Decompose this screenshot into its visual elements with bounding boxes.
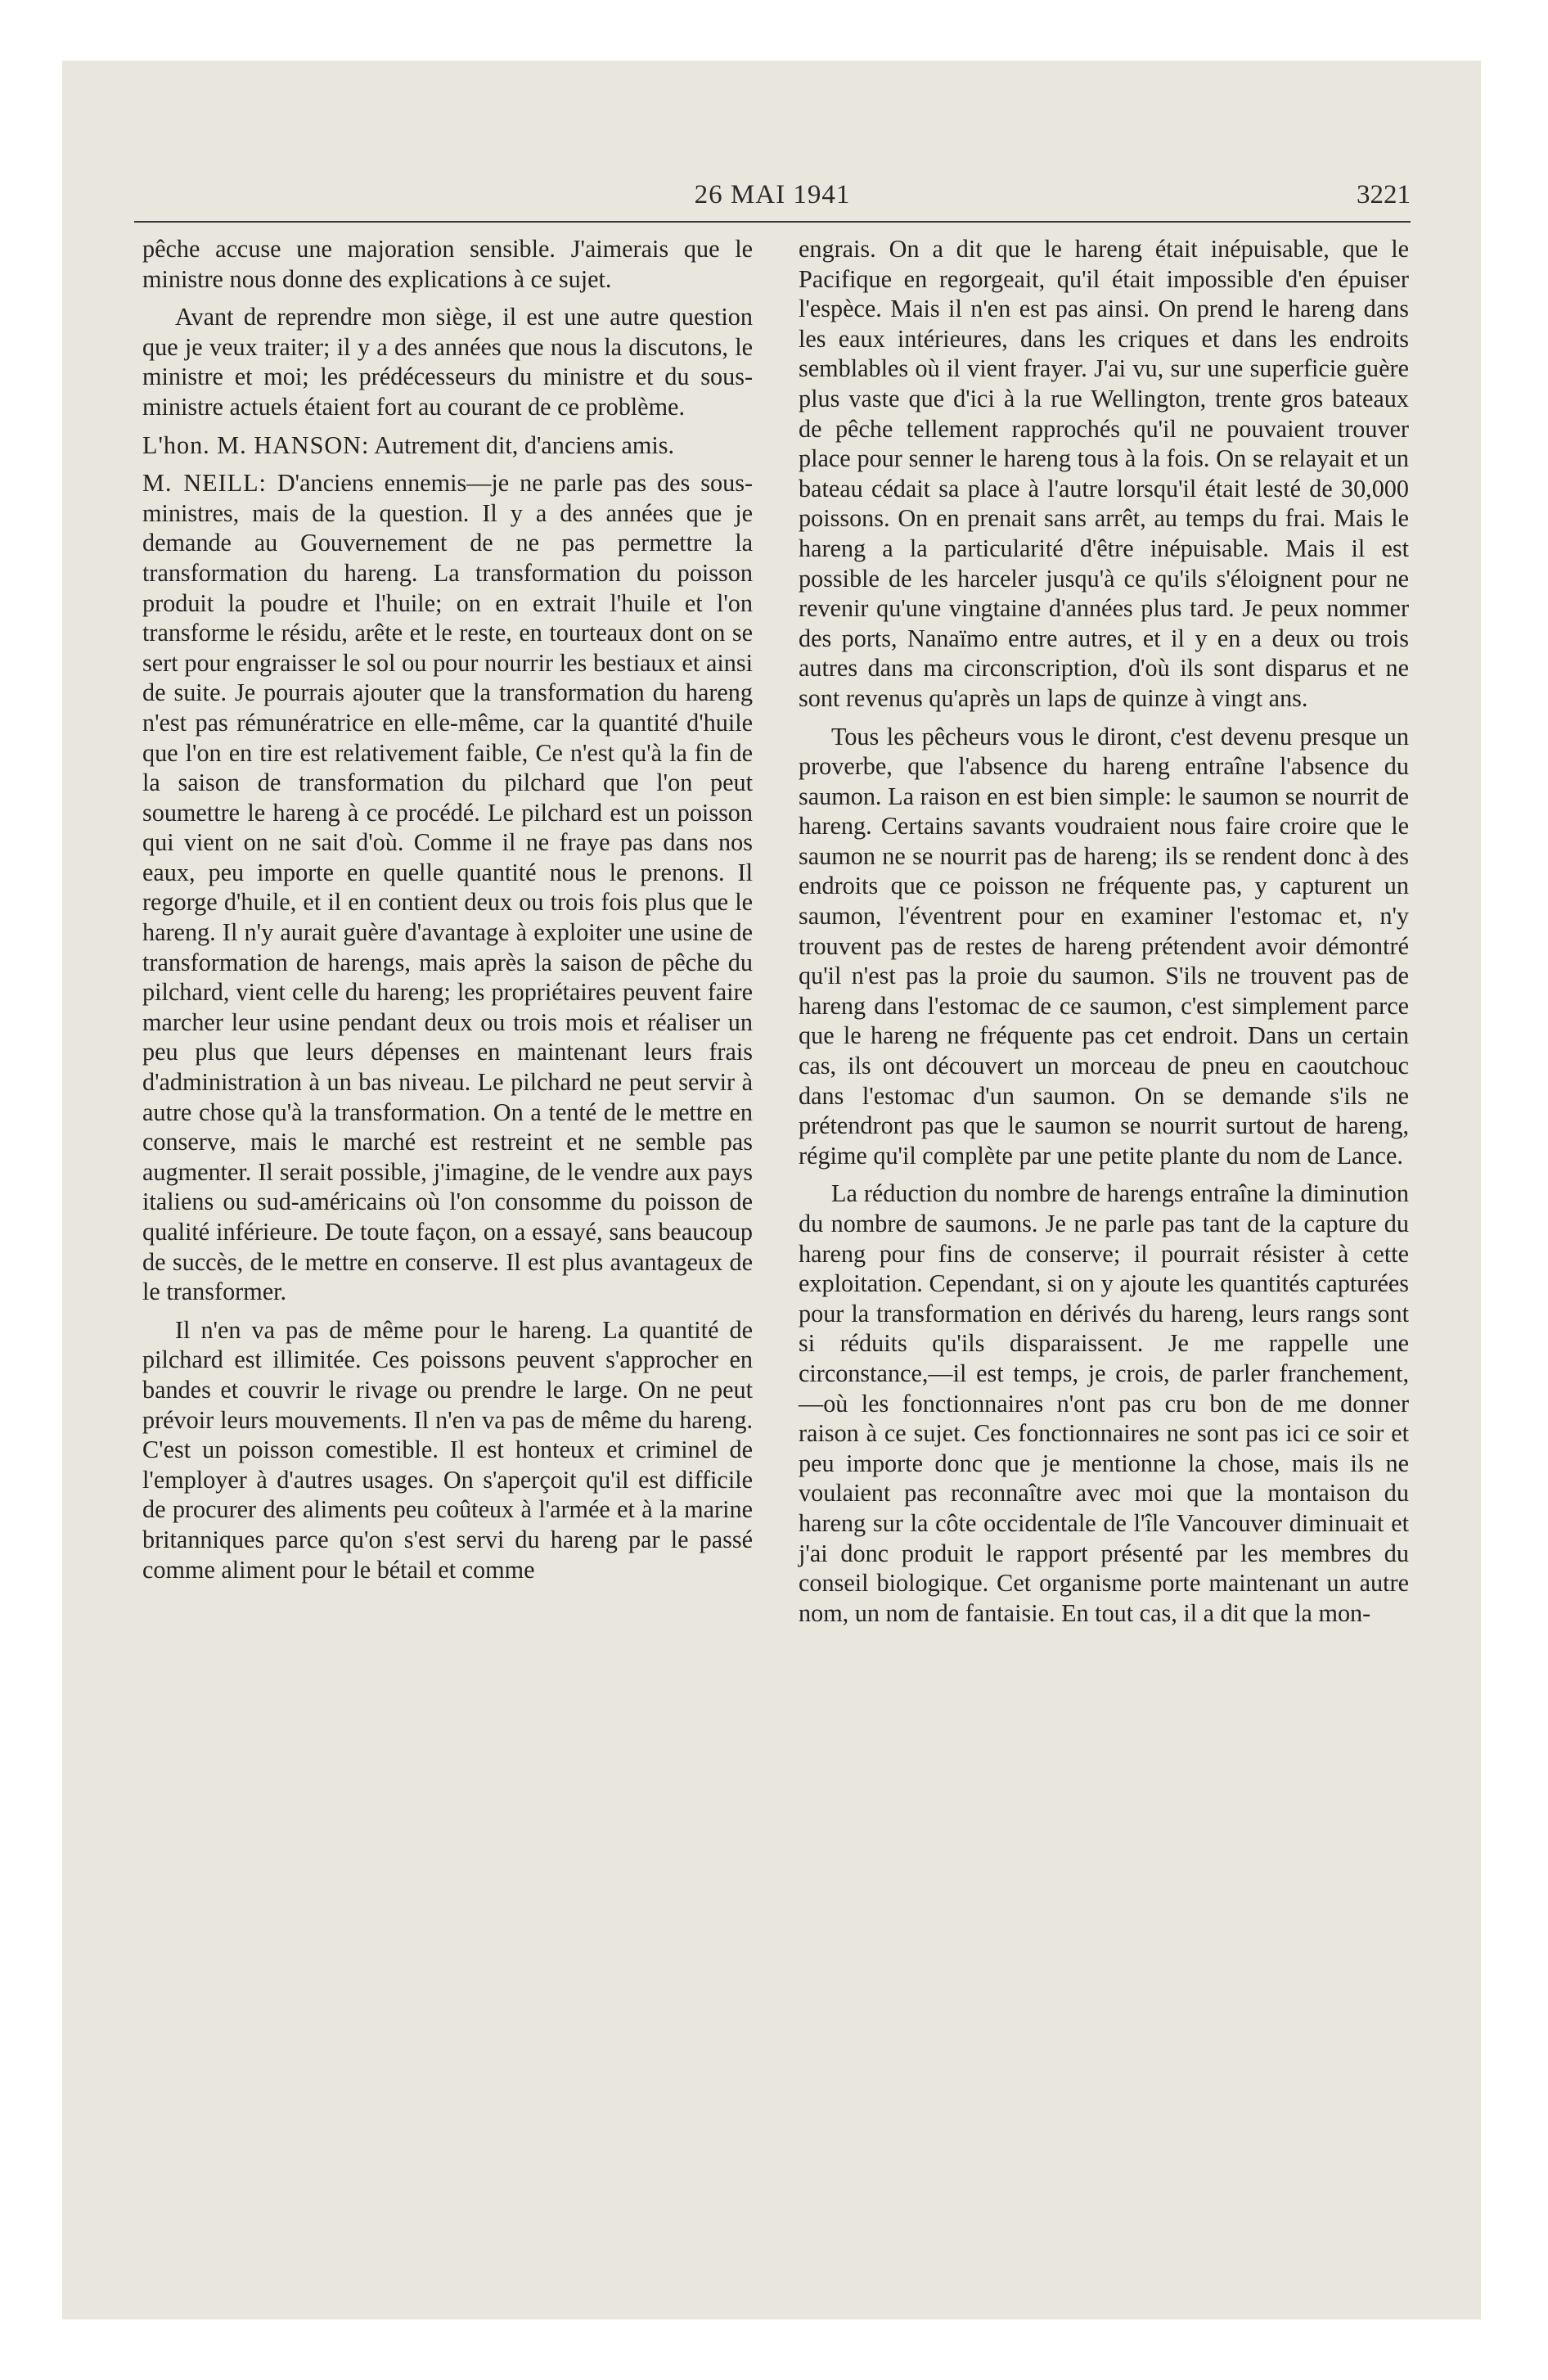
speech-text: D'anciens ennemis—je ne parle pas des sous-ministres, mais de la question. Il y a des années que je demande au Gouvernement de ne pas permettre la transformation du hareng. La transformation du poisson produit la poudre et l'huile; on en extrait l'huile et l'on transforme le résidu, arête et le reste, en tourteaux dont on se sert pour engraisser le sol ou pour nourrir les bestiaux et ainsi de suite. Je pourrais ajouter que la transformation du hareng n'est pas rémunératrice en elle-même, car la quantité d'huile que l'on en tire est relativement faible, Ce n'est qu'à la fin de la saison de transformation du pilchard que l'on peut soumettre le hareng à ce procédé. Le pilchard est un poisson qui vient on ne sait d'où. Comme il ne fraye pas dans nos eaux, peu importe en quelle quantité nous le prenons. Il regorge d'huile, et il en contient deux ou trois fois plus que le hareng. Il n'y aurait guère d'avantage à exploiter une usine de transformation de harengs, mais après la saison de pêche du pilchard, vient celle du hareng; les propriétaires peuvent faire marcher leur usine pendant deux ou trois mois et réaliser un peu plus que leurs dépenses en maintenant leurs frais d'administration à un bas niveau. Le pilchard ne peut servir à autre chose qu'à la transformation. On a tenté de le mettre en conserve, mais le marché est restreint et ne semble pas augmenter. Il serait possible, j'imagine, de le vendre aux pays italiens ou sud-américains où l'on consomme du poisson de qualité inférieure. De toute façon, on a essayé, sans beaucoup de succès, de le mettre en conserve. Il est plus avantageux de le transformer. — [142, 469, 754, 1306]
paragraph: Avant de reprendre mon siège, il est une autre question que je veux traiter; il y a des années que nous la discutons, le ministre et moi; les prédécesseurs du ministre et du sous-ministre actuels étaient fort au courant de ce problème. — [142, 303, 753, 421]
paragraph: Il n'en va pas de même pour le hareng. La quantité de pilchard est illimitée. Ces poissons peuvent s'approcher en bandes et couvrir le rivage ou prendre le large. On ne peut prévoir leurs mouvements. Il n'en va pas de même du hareng. C'est un poisson comestible. Il est honteux et criminel de l'employer à d'autres usages. On s'aperçoit qu'il est difficile de procurer des aliments peu coûteux à l'armée et à la marine britanniques parce qu'on s'est servi du hareng par le passé comme aliment pour le bétail et comme — [142, 1315, 753, 1584]
paragraph: pêche accuse une majoration sensible. J'aimerais que le ministre nous donne des explications à ce sujet. — [142, 235, 753, 293]
speech-paragraph — [142, 468, 753, 1307]
paragraph: engrais. On a dit que le hareng était inépuisable, que le Pacifique en regorgeait, qu'il était impossible d'en épuiser l'espèce. Mais il n'en est pas ainsi. On prend le hareng dans les eaux intérieures, dans les criques et dans les endroits semblables où il vient frayer. J'ai vu, sur une superficie guère plus vaste que d'ici à la rue Wellington, trente gros bateaux de pêche tellement rapprochés qu'il ne pouvaient trouver place pour senner le hareng tous à la fois. On se relayait et un bateau cédait sa place à l'autre lorsqu'il était lesté de 30,000 poissons. On en prenait sans arrêt, au temps du frai. Mais le hareng a la particularité d'être inépuisable. Mais il est possible de les harceler jusqu'à ce qu'ils s'éloignent pour ne revenir qu'une vingtaine d'années plus tard. Je peux nommer des ports, Nanaïmo entre autres, et il y en a deux ou trois autres dans ma circonscription, d'où ils sont disparus et ne sont revenus qu'après un laps de quinze à vingt ans. — [799, 235, 1409, 712]
left-column — [142, 234, 753, 1593]
page-number: 3221 — [1357, 180, 1411, 210]
speech-paragraph — [142, 430, 753, 461]
speech-text: Autrement dit, d'anciens amis. — [369, 430, 675, 459]
speaker-name: M. NEILL: — [142, 469, 267, 498]
header-rule — [134, 221, 1411, 223]
speaker-name: L'hon. M. HANSON: — [142, 430, 370, 459]
page-date: 26 MAI 1941 — [694, 180, 851, 210]
paragraph: La réduction du nombre de harengs entraîne la diminution du nombre de saumons. Je ne parle pas tant de la capture du hareng pour fins de conserve; il pourrait résister à cette exploitation. Cependant, si on y ajoute les quantités capturées pour la transformation en dérivés du hareng, leurs rangs sont si réduits qu'ils disparaissent. Je me rappelle une circonstance,—il est temps, je crois, de parler franchement,—où les fonctionnaires n'ont pas cru bon de me donner raison à ce sujet. Ces fonctionnaires ne sont pas ici ce soir et peu importe donc que je mentionne la chose, mais ils ne voulaient pas reconnaître avec moi que la montaison du hareng sur la côte occidentale de l'île Vancouver diminuait et j'ai donc produit le rapport présenté par les membres du conseil biologique. Cet organisme porte maintenant un autre nom, un nom de fantaisie. En tout cas, il a dit que la mon- — [799, 1179, 1409, 1627]
right-column — [799, 234, 1409, 1636]
page-header — [134, 180, 1411, 219]
paragraph: Tous les pêcheurs vous le diront, c'est devenu presque un proverbe, que l'absence du hareng entraîne l'absence du saumon. La raison en est bien simple: le saumon se nourrit de hareng. Certains savants voudraient nous faire croire que le saumon ne se nourrit pas de hareng; ils se rendent donc à des endroits que ce poisson ne fréquente pas, y capturent un saumon, l'éventrent pour en examiner l'estomac et, n'y trouvent pas de restes de hareng prétendent avoir démontré qu'il n'est pas la proie du saumon. S'ils ne trouvent pas de hareng dans l'estomac de ce saumon, c'est simplement parce que le hareng ne fréquente pas cet endroit. Dans un certain cas, ils ont découvert un morceau de pneu en caoutchouc dans l'estomac d'un saumon. On se demande s'ils ne prétendront pas que le saumon se nourrit surtout de hareng, régime qu'il complète par une petite plante du nom de Lance. — [799, 722, 1409, 1170]
